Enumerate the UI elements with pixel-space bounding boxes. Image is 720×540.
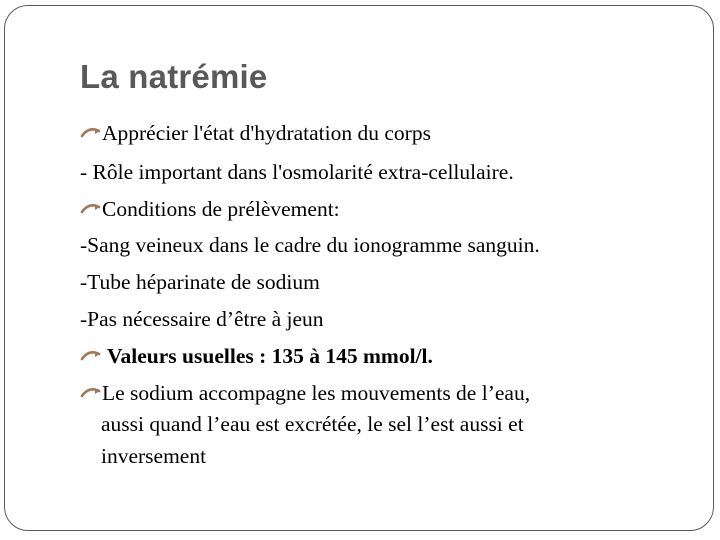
line-hydratation xyxy=(80,123,431,145)
line-text: -Pas nécessaire d’être à jeun xyxy=(80,307,324,331)
line-osmolarite xyxy=(80,162,514,184)
line-text: inversement xyxy=(101,444,207,468)
line-conditions xyxy=(80,199,340,221)
line-text: - Rôle important dans l'osmolarité extra-cellulaire. xyxy=(80,160,514,184)
line-valeurs-usuelles xyxy=(80,346,433,368)
curved-arrow-bullet-icon xyxy=(80,385,102,399)
line-text: Valeurs usuelles : 135 à 145 mmol/l. xyxy=(102,344,433,368)
line-text: Le sodium accompagne les mouvements de l’eau, xyxy=(102,381,531,405)
slide-title: La natrémie xyxy=(80,58,268,95)
curved-arrow-bullet-icon xyxy=(80,348,102,362)
curved-arrow-bullet-icon xyxy=(80,125,102,139)
line-sodium-cont-1 xyxy=(101,414,524,436)
line-text: -Sang veineux dans le cadre du ionogramme sanguin. xyxy=(80,233,540,257)
line-text: Apprécier l'état d'hydratation du corps xyxy=(102,121,431,145)
line-sang-veineux xyxy=(80,235,540,257)
curved-arrow-bullet-icon xyxy=(80,201,102,215)
line-sodium xyxy=(80,383,530,405)
line-text: aussi quand l’eau est excrétée, le sel l’est aussi et xyxy=(101,412,524,436)
line-text: -Tube héparinate de sodium xyxy=(80,270,320,294)
line-tube xyxy=(80,272,320,294)
line-sodium-cont-2 xyxy=(101,446,206,468)
line-jeun xyxy=(80,309,324,331)
line-text: Conditions de prélèvement: xyxy=(102,197,340,221)
